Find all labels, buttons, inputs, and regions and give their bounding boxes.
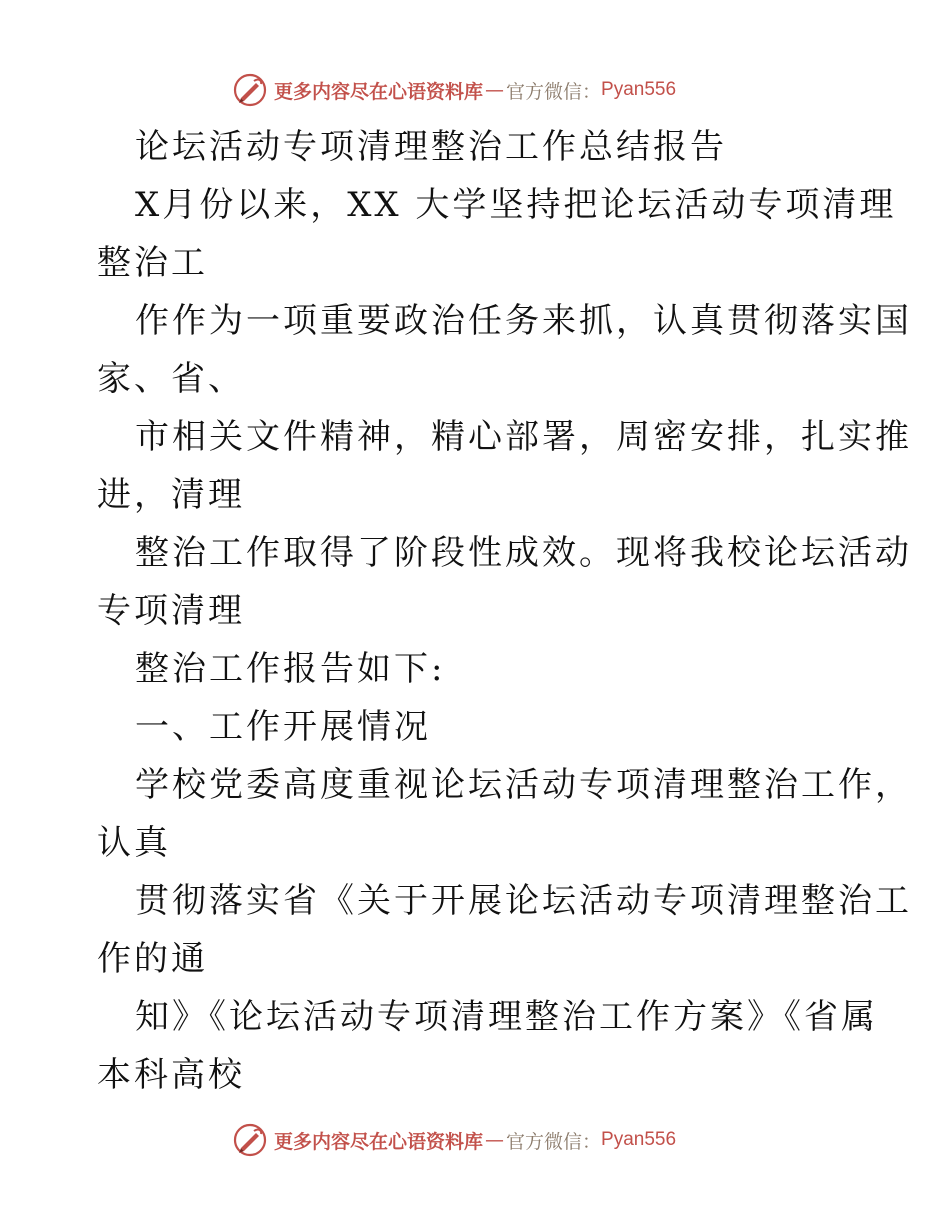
text-line: 贯彻落实省《关于开展论坛活动专项清理整治工 [135, 881, 912, 921]
watermark-official-label: 官方微信： [506, 80, 602, 103]
text-line: 一、工作开展情况 [135, 707, 431, 747]
text-line: 整治工作报告如下: [135, 649, 446, 689]
watermark-official-label: 官方微信： [506, 1130, 602, 1153]
text-line: 市相关文件精神，精心部署，周密安排，扎实推 [135, 417, 912, 457]
text-line: 整治工作取得了阶段性成效。现将我校论坛活动 [135, 533, 912, 573]
text-line: 知》《论坛活动专项清理整治工作方案》《省属 [135, 997, 878, 1037]
text-line: 认真 [97, 823, 171, 863]
watermark-main-text: 更多内容尽在心语资料库 [274, 80, 484, 103]
pen-logo-icon [232, 72, 268, 108]
watermark-main-text: 更多内容尽在心语资料库 [274, 1130, 484, 1153]
text-line: 学校党委高度重视论坛活动专项清理整治工作， [135, 765, 912, 805]
watermark-wechat-id: Pyan556 [601, 1129, 677, 1150]
watermark-wechat-id: Pyan556 [601, 79, 677, 100]
text-line: X月份以来，XX 大学坚持把论坛活动专项清理 [135, 185, 897, 225]
text-line: 作的通 [97, 939, 208, 979]
watermark-banner-top [232, 72, 676, 108]
text-line: 整治工 [97, 243, 208, 283]
watermark-dash: — [485, 79, 505, 101]
text-line: 本科高校 [97, 1055, 245, 1095]
text-line: 进，清理 [97, 475, 245, 515]
text-line: 专项清理 [97, 591, 245, 631]
text-line: 论坛活动专项清理整治工作总结报告 [135, 127, 727, 167]
text-line: 家、省、 [97, 359, 245, 399]
text-line: 作作为一项重要政治任务来抓，认真贯彻落实国 [135, 301, 912, 341]
document-body [97, 118, 912, 1104]
watermark-banner-bottom [232, 1122, 676, 1158]
watermark-dash: — [485, 1129, 505, 1151]
pen-logo-icon [232, 1122, 268, 1158]
